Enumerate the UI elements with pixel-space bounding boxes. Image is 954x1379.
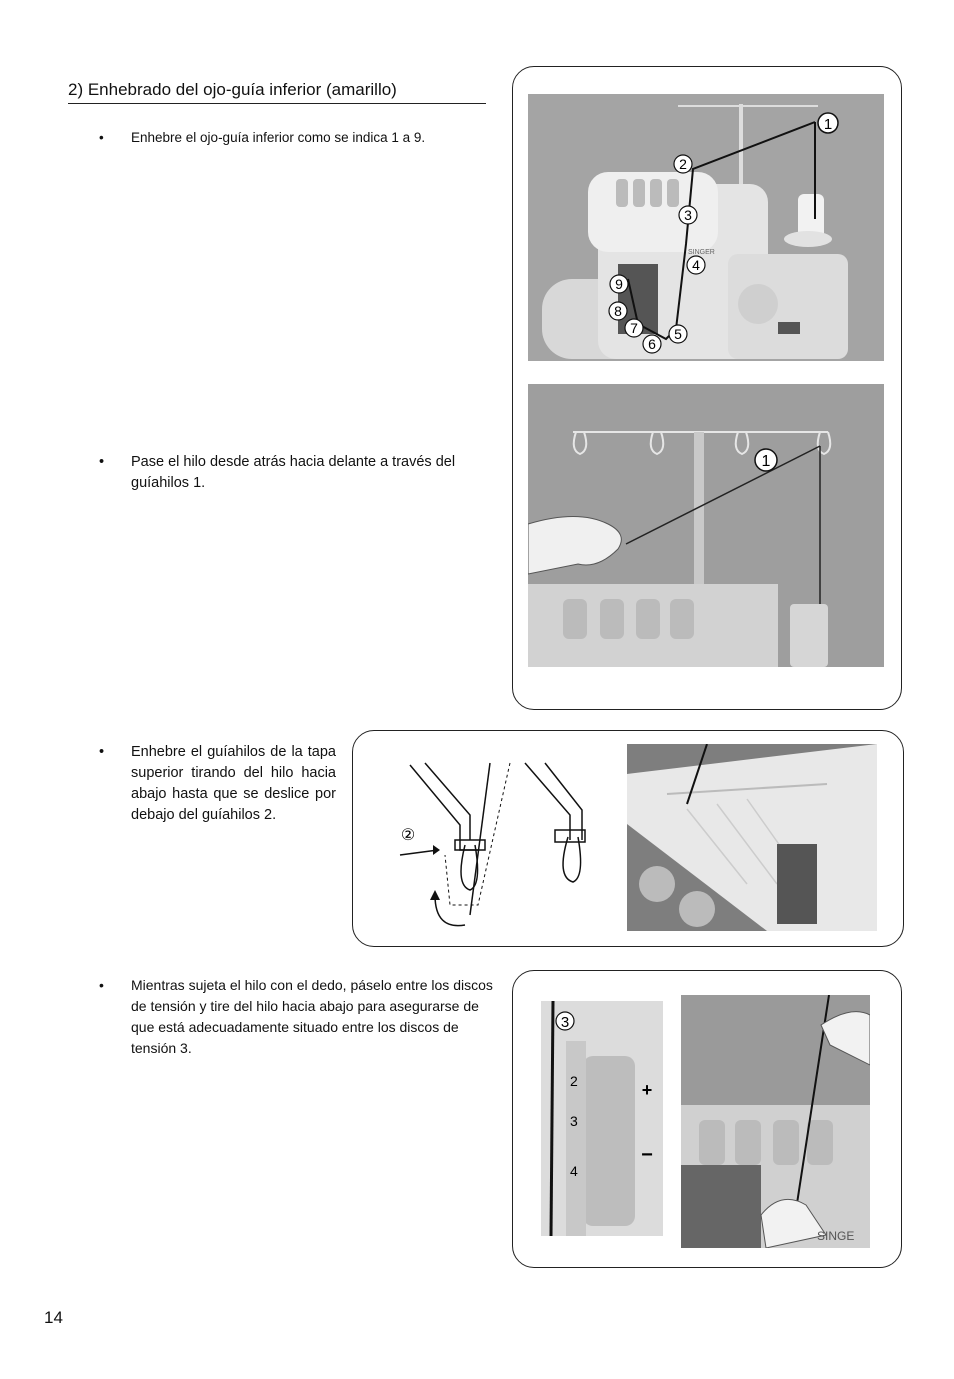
section-heading: 2) Enhebrado del ojo-guía inferior (amarillo) bbox=[68, 80, 486, 104]
svg-text:3: 3 bbox=[560, 1014, 570, 1031]
instruction-text: Pase el hilo desde atrás hacia delante a través del guíahilos 1. bbox=[131, 454, 456, 491]
plus-sign: + bbox=[641, 1080, 653, 1100]
svg-text:5: 5 bbox=[674, 326, 682, 342]
tension-dial-photo bbox=[541, 1001, 663, 1236]
bullet-symbol: • bbox=[99, 744, 105, 760]
callout-4 bbox=[687, 256, 705, 274]
callout-2 bbox=[674, 155, 692, 173]
svg-text:9: 9 bbox=[615, 276, 623, 292]
svg-text:3: 3 bbox=[684, 207, 692, 223]
instruction-text: Enhebre el guíahilos de la tapa superior tirando del hilo hacia abajo hasta que se deslice por debajo del guíahilos 2. bbox=[131, 744, 336, 823]
brand-label: SINGE bbox=[817, 1229, 855, 1243]
callout-7 bbox=[625, 319, 643, 337]
dial-number-3: 3 bbox=[570, 1113, 578, 1129]
svg-text:8: 8 bbox=[614, 303, 622, 319]
callout-3 bbox=[679, 206, 697, 224]
callout-2: ② bbox=[400, 827, 416, 844]
callout-1 bbox=[755, 449, 777, 471]
bullet-symbol: • bbox=[99, 454, 105, 470]
instruction-2 bbox=[99, 452, 496, 494]
bullet-symbol: • bbox=[99, 130, 104, 145]
thread-guide-diagram bbox=[370, 745, 610, 935]
callout-3 bbox=[556, 1012, 574, 1031]
instruction-1 bbox=[99, 127, 501, 148]
svg-text:1: 1 bbox=[761, 453, 771, 470]
callout-8 bbox=[609, 302, 627, 320]
brand-label: SINGER bbox=[688, 249, 715, 256]
bullet-symbol: • bbox=[99, 977, 104, 993]
callout-9 bbox=[610, 275, 628, 293]
thread-guide-photo bbox=[528, 384, 884, 667]
svg-text:2: 2 bbox=[679, 156, 687, 172]
instruction-4 bbox=[99, 975, 496, 1059]
instruction-text: Enhebre el ojo-guía inferior como se indica 1 a 9. bbox=[131, 130, 426, 145]
instruction-text: Mientras sujeta el hilo con el dedo, páselo entre los discos de tensión y tire del hilo hacia abajo para asegurarse de que está adecuadamente situado entre los discos de tensión 3. bbox=[131, 977, 493, 1056]
callout-5 bbox=[669, 325, 687, 343]
svg-text:7: 7 bbox=[630, 320, 638, 336]
instruction-3 bbox=[99, 742, 336, 826]
callout-1 bbox=[818, 113, 838, 133]
svg-text:4: 4 bbox=[692, 257, 700, 273]
dial-number-2: 2 bbox=[570, 1073, 578, 1089]
svg-text:6: 6 bbox=[648, 336, 656, 352]
svg-text:1: 1 bbox=[823, 116, 833, 133]
top-cover-photo bbox=[627, 744, 877, 931]
dial-number-4: 4 bbox=[570, 1163, 578, 1179]
minus-sign: − bbox=[641, 1144, 653, 1166]
page-number: 14 bbox=[44, 1308, 63, 1327]
callout-6 bbox=[643, 335, 661, 353]
tension-discs-hand-photo bbox=[681, 995, 870, 1248]
overlock-machine-photo bbox=[528, 94, 884, 361]
